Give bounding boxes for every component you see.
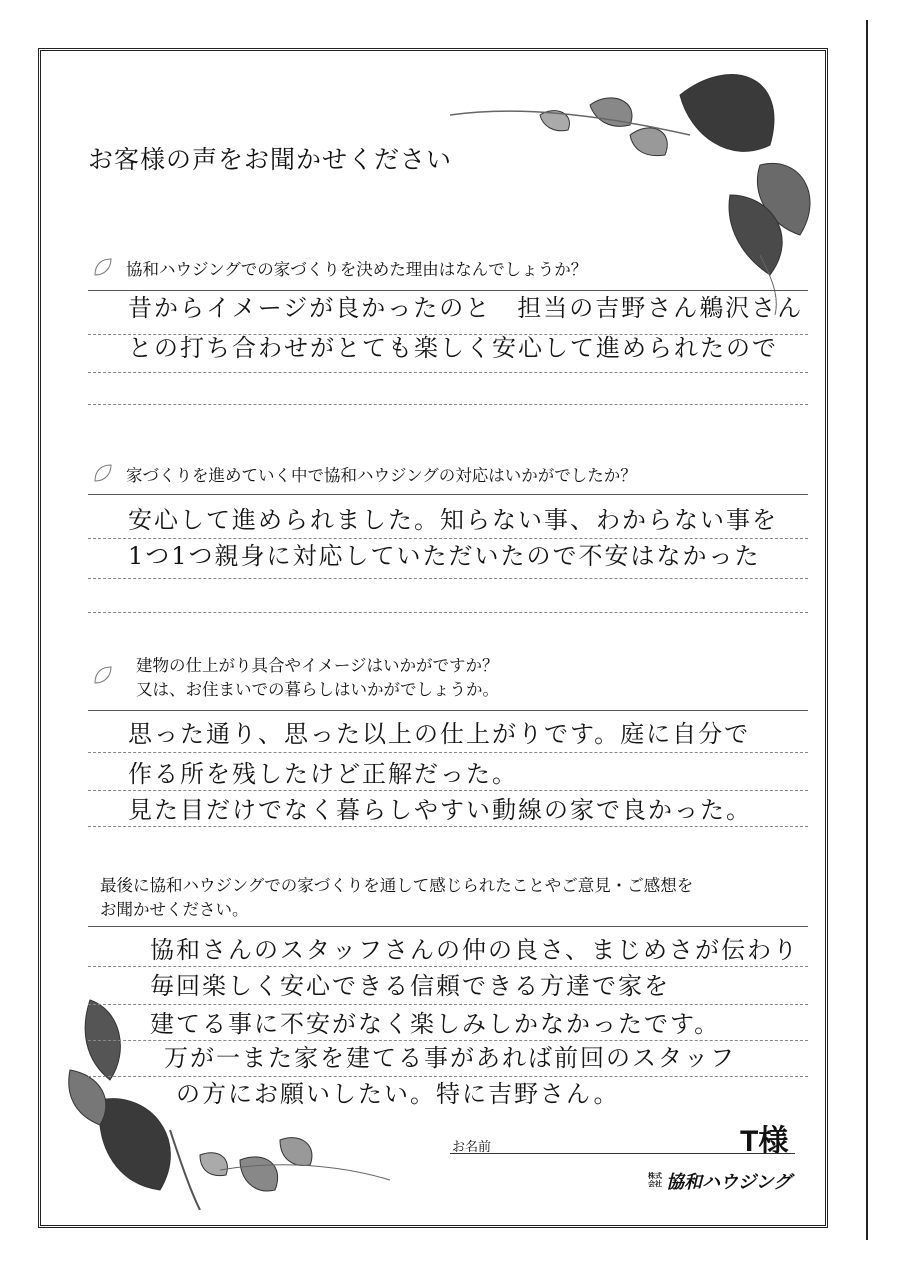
answer-2-line-2: 1つ1つ親身に対応していただいたので不安はなかった <box>128 542 761 570</box>
answer-4-line-1: 協和さんのスタッフさんの仲の良さ、まじめさが伝わり <box>150 936 800 964</box>
question-4-line-1: 最後に協和ハウジングでの家づくりを通して感じられたことやご意見・ご感想を <box>100 876 694 895</box>
question-3-line-1: 建物の仕上がり具合やイメージはいかがですか？ <box>136 656 499 675</box>
answer-1-line-1: 昔からイメージが良かったのと 担当の吉野さん鵜沢さん <box>128 294 804 322</box>
answer-4-line-4: 万が一また家を建てる事があれば前回のスタッフ <box>164 1044 736 1072</box>
answer-line <box>88 578 808 579</box>
question-2: 家づくりを進めていく中で協和ハウジングの対応はいかがでしたか？ <box>126 466 637 485</box>
question-1: 協和ハウジングでの家づくりを決めた理由はなんでしょうか？ <box>126 260 588 279</box>
answer-line <box>88 372 808 373</box>
page-edge-line <box>866 20 868 1240</box>
name-label: お名前 <box>452 1140 492 1155</box>
customer-name: T様 <box>740 1125 789 1158</box>
answer-line <box>88 494 808 495</box>
question-4-line-2: お聞かせください。 <box>100 900 249 919</box>
answer-3-line-2: 作る所を残したけど正解だった。 <box>128 760 518 788</box>
name-line <box>450 1153 795 1154</box>
answer-line <box>88 826 808 827</box>
answer-line <box>88 612 808 613</box>
logo-name: 協和ハウジング <box>666 1172 792 1192</box>
answer-1-line-2: との打ち合わせがとても楽しく安心して進められたので <box>128 334 778 362</box>
answer-2-line-1: 安心して進められました。知らない事、わからない事を <box>128 506 778 534</box>
leaf-bullet-icon <box>92 462 114 484</box>
answer-line <box>88 710 808 711</box>
leaf-bullet-icon <box>92 256 114 278</box>
leaf-bullet-icon <box>92 664 114 686</box>
answer-3-line-3: 見た目だけでなく暮らしやすい動線の家で良かった。 <box>128 796 752 824</box>
question-3-line-2: 又は、お住まいでの暮らしはいかがでしょうか。 <box>136 680 499 699</box>
form-title: お客様の声をお聞かせください <box>88 145 453 174</box>
answer-line <box>88 926 808 927</box>
answer-3-line-1: 思った通り、思った以上の仕上がりです。庭に自分で <box>128 720 751 748</box>
answer-4-line-3: 建てる事に不安がなく楽しみしかなかったです。 <box>150 1010 721 1038</box>
answer-4-line-5: の方にお願いしたい。特に吉野さん。 <box>176 1080 620 1108</box>
answer-4-line-2: 毎回楽しく安心できる信頼できる方達で家を <box>150 972 670 1000</box>
logo-prefix: 株式会社 <box>648 1173 662 1188</box>
company-logo <box>648 1168 791 1194</box>
answer-line <box>88 404 808 405</box>
